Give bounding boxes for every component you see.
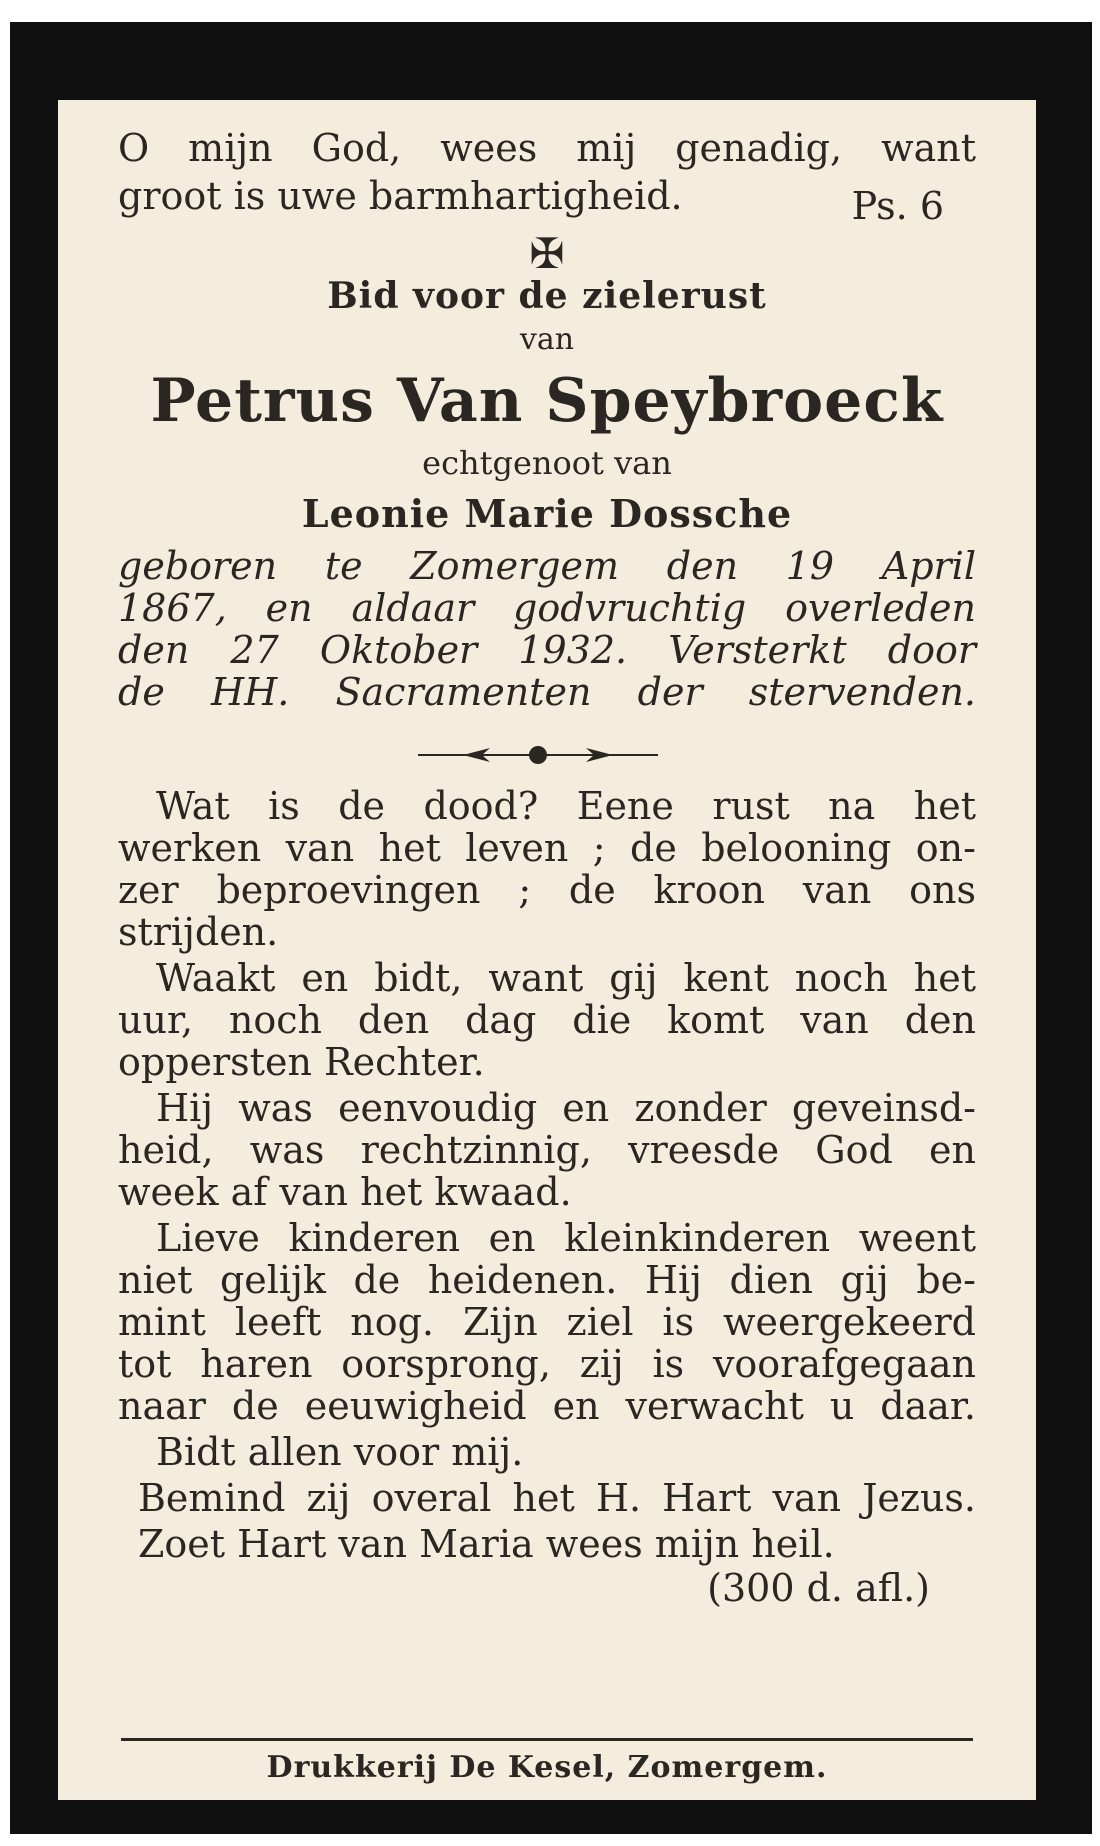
memorial-card: [58, 100, 1036, 1800]
closing-line: Bemind zij overal het H. Hart van Jezus.: [138, 1476, 976, 1520]
paragraph-line: strijden.: [118, 910, 279, 954]
van-label: van: [519, 322, 575, 357]
paragraph-line: uur, noch den dag die komt van den: [118, 998, 976, 1042]
paragraph-line: Waakt en bidt, want gij kent noch het: [156, 956, 976, 1000]
paragraph-line: tot haren oorsprong, zij is voorafgegaan: [118, 1342, 976, 1386]
bio-line: geboren te Zomergem den 19 April: [118, 544, 976, 588]
cross-icon: ✠: [529, 229, 565, 278]
verse-line-2: groot is uwe barmhartigheid.: [118, 174, 683, 218]
bio-line: den 27 Oktober 1932. Versterkt door: [118, 628, 976, 672]
bio-line: 1867, en aldaar godvruchtig overleden: [118, 586, 976, 630]
printer-imprint: Drukkerij De Kesel, Zomergem.: [266, 1750, 828, 1785]
paragraph-line: Lieve kinderen en kleinkinderen weent: [156, 1216, 976, 1260]
paragraph-line: heid, was rechtzinnig, vreesde God en: [118, 1128, 976, 1172]
divider-rule: [121, 1738, 973, 1741]
paragraph-line: Hij was eenvoudig en zonder geveinsd-: [156, 1086, 976, 1130]
psalm-reference: Ps. 6: [851, 184, 944, 228]
paragraph-line: Wat is de dood? Eene rust na het: [156, 784, 976, 828]
paragraph-line: week af van het kwaad.: [118, 1170, 572, 1214]
deceased-name: Petrus Van Speybroeck: [150, 366, 944, 436]
spouse-label: echtgenoot van: [422, 444, 672, 482]
closing-line: Zoet Hart van Maria wees mijn heil.: [138, 1522, 835, 1566]
paragraph-line: naar de eeuwigheid en verwacht u daar.: [118, 1384, 976, 1428]
bio-line: de HH. Sacramenten der stervenden.: [118, 670, 976, 714]
closing-line: Bidt allen voor mij.: [156, 1430, 524, 1474]
verse-line-1: O mijn God, wees mij genadig, want: [118, 126, 976, 170]
spouse-name: Leonie Marie Dossche: [301, 491, 793, 536]
indulgence-note: (300 d. afl.): [707, 1566, 930, 1610]
paragraph-line: werken van het leven ; de belooning on-: [118, 826, 976, 870]
prayer-heading: Bid voor de zielerust: [327, 275, 767, 317]
ornament-divider-icon: [418, 740, 658, 770]
paragraph-line: mint leeft nog. Zijn ziel is weergekeerd: [118, 1300, 976, 1344]
paragraph-line: zer beproevingen ; de kroon van ons: [118, 868, 976, 912]
paragraph-line: oppersten Rechter.: [118, 1040, 485, 1084]
paragraph-line: niet gelijk de heidenen. Hij dien gij be-: [118, 1258, 976, 1302]
mourning-card-border: [10, 22, 1092, 1834]
